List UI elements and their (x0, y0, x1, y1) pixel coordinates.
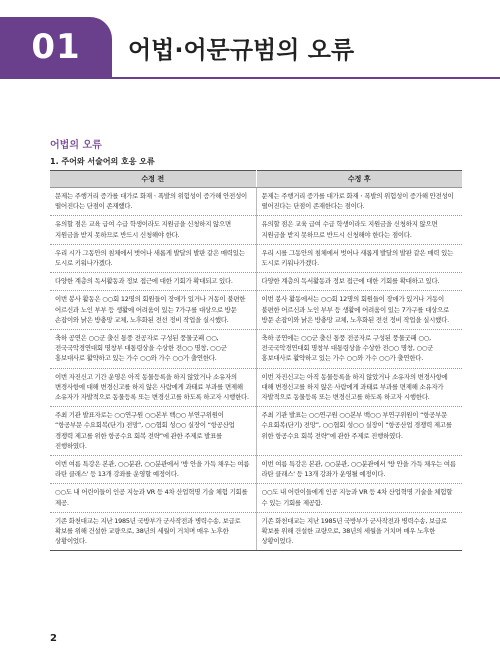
table-row (50, 512, 462, 551)
cell-before: 주최 기관 발표자로는 ○○연구원 ○○본부 백○○ 부연구위원이 “항공부문 수요회복(단기) 전망”, ○○협회 성○○ 실장이 “항공산업 경쟁력 제고를 위한 항공수요 회복 전략”에 관한 주제로 발표를 진행하였다. (50, 407, 256, 456)
table-row (50, 291, 462, 330)
table-row (50, 216, 462, 244)
chapter-number-badge (0, 17, 112, 77)
table-row (50, 244, 462, 272)
cell-before: 이번 여름 특강은 본관, ○○분관, ○○분관에서 '방 안을 가득 채우는 여름 라탄 클래스' 등 13개 강좌를 운영할 예정이다. (50, 456, 256, 484)
chapter-number: 01 (31, 27, 81, 67)
cell-after: 이번 봉사 활동에서는 ○○회 12명의 회원들이 장애가 있거나 거동이 불편한 어르신과 노인 부부 등 생활에 어려움이 있는 7가구를 대상으로 방문 손잡이와 낡은 방충망 교체, 노후화된 전선 정비 작업을 실시했다. (256, 291, 462, 330)
cell-after: 유의할 점은 교육 급여 수급 학생이라도 지원금을 신청하지 않으면 지원금을 받지 못하므로 반드시 신청해야 한다는 점이다. (256, 216, 462, 244)
chapter-title: 어법·어문규범의 오류 (128, 36, 355, 64)
cell-after: ○○도 내 어린이들에게 인공 지능과 VR 등 4차 산업혁명 기술을 체험할 수 있는 기회를 제공함. (256, 484, 462, 512)
table-row (50, 273, 462, 291)
header-divider (0, 77, 500, 79)
cell-before: 문제는 주행거리 증가를 대가로 화재ㆍ폭발의 위험성이 증가해 안전성이 떨어진다는 단점이 존재했다. (50, 188, 256, 216)
cell-after: 다양한 계층의 독서활동과 정보 접근에 대한 기회를 확대하고 있다. (256, 273, 462, 291)
cell-before: 축하 공연은 ○○군 출신 통풍 전공자로 구성된 풍물굿패 ○○, 전국국악경연대회 명창부 대통령상을 수상한 전○○ 명창, ○○군 홍보대사로 활약하고 있는 가수 ○○와 가수 ○○가 출연한다. (50, 330, 256, 369)
cell-before: 우리 시가 그동안의 침체에서 벗어나 새롭게 발달의 발판 같은 매력있는 도시로 키워나가겠다. (50, 244, 256, 272)
cell-before: 이번 자진신고 기간 운영은 아직 동물등록을 하지 않았거나 소유자의 변경사항에 대해 변경신고를 하지 않은 사람에게 과태료 부과를 면제해 소유자가 자발적으로 동물등록 또는 변경신고를 하도록 하고자 시행한다. (50, 368, 256, 407)
table-header-row (50, 171, 462, 188)
cell-after: 기존 화천대교는 지난 1985년 국방부가 군사작전과 병력수송, 보급로 확보를 위해 건설한 교량으로, 38년의 세월을 거치며 매우 노후한 상황이었다. (256, 512, 462, 551)
table-row (50, 484, 462, 512)
page-number: 2 (50, 633, 57, 644)
cell-after: 주최 기관 발표는 ○○연구원 ○○본부 백○○ 부연구위원이 “항공부문 수요회복(단기) 전망”, ○○협회 성○○ 실장이 “항공산업 경쟁력 제고를 위한 항공수요 회복 전략”에 관한 주제로 진행하였다. (256, 407, 462, 456)
cell-before: 다양한 계층의 독서활동과 정보 접근에 대한 기회가 확대되고 있다. (50, 273, 256, 291)
cell-before: 이번 봉사 활동은 ○○회 12명의 회원들이 장애가 있거나 거동이 불편한 어르신과 노인 부부 등 생활에 어려움이 있는 7가구를 대상으로 방문 손잡이와 낡은 방충망 교체, 노후화된 전선 정비 작업을 실시했다. (50, 291, 256, 330)
chapter-header (0, 0, 500, 78)
table-row (50, 188, 462, 216)
table-row (50, 368, 462, 407)
column-header-before: 수정 전 (50, 171, 256, 188)
comparison-table (50, 170, 462, 551)
cell-after: 문제는 주행거리 증가를 대가로 화재ㆍ폭발의 위험성이 증가해 안전성이 떨어진다는 단점이 존재한다는 점이다. (256, 188, 462, 216)
table-row (50, 407, 462, 456)
cell-after: 이번 여름 특강은 본관, ○○분관, ○○분관에서 '방 안을 가득 채우는 여름 라탄 클래스' 등 13개 강좌가 운영될 예정이다. (256, 456, 462, 484)
column-header-after: 수정 후 (256, 171, 462, 188)
cell-after: 이번 자진신고는 아직 동물등록을 하지 않았거나 소유자의 변경사항에 대해 변경신고를 하지 않은 사람에게 과태료 부과를 면제해 소유자가 자발적으로 동물등록 또는 변경신고를 하도록 하고자 시행한다. (256, 368, 462, 407)
table-row (50, 330, 462, 369)
cell-after: 우리 시를 그동안의 침체에서 벗어나 새롭게 발달의 발판 같은 매력 있는 도시로 키워나가겠다. (256, 244, 462, 272)
cell-after: 축하 공연에는 ○○군 출신 통풍 전공자로 구성된 풍물굿패 ○○, 전국국악경연대회 명창부 대통령상을 수상한 전○○ 명창, ○○군 홍보대사로 활약하고 있는 가수 ○○와 가수 ○○가 출연한다. (256, 330, 462, 369)
table-row (50, 456, 462, 484)
section-title: 어법의 오류 (50, 140, 102, 151)
subsection-title: 1. 주어와 서술어의 호응 오류 (50, 157, 155, 166)
cell-before: ○○도 내 어린이들이 인공 지능과 VR 등 4차 산업혁명 기술 체험 기회를 제공. (50, 484, 256, 512)
cell-before: 기존 화천대교는 지난 1985년 국방부가 군사작전과 병력수송, 보급로 확보를 위해 건설한 교량으로, 38년의 세월이 거치며 매우 노후한 상황이었다. (50, 512, 256, 551)
cell-before: 유의할 점은 교육 급여 수급 학생이라도 지원금을 신청하지 않으면 지원금을 받지 못하므로 반드시 신청해야 한다. (50, 216, 256, 244)
